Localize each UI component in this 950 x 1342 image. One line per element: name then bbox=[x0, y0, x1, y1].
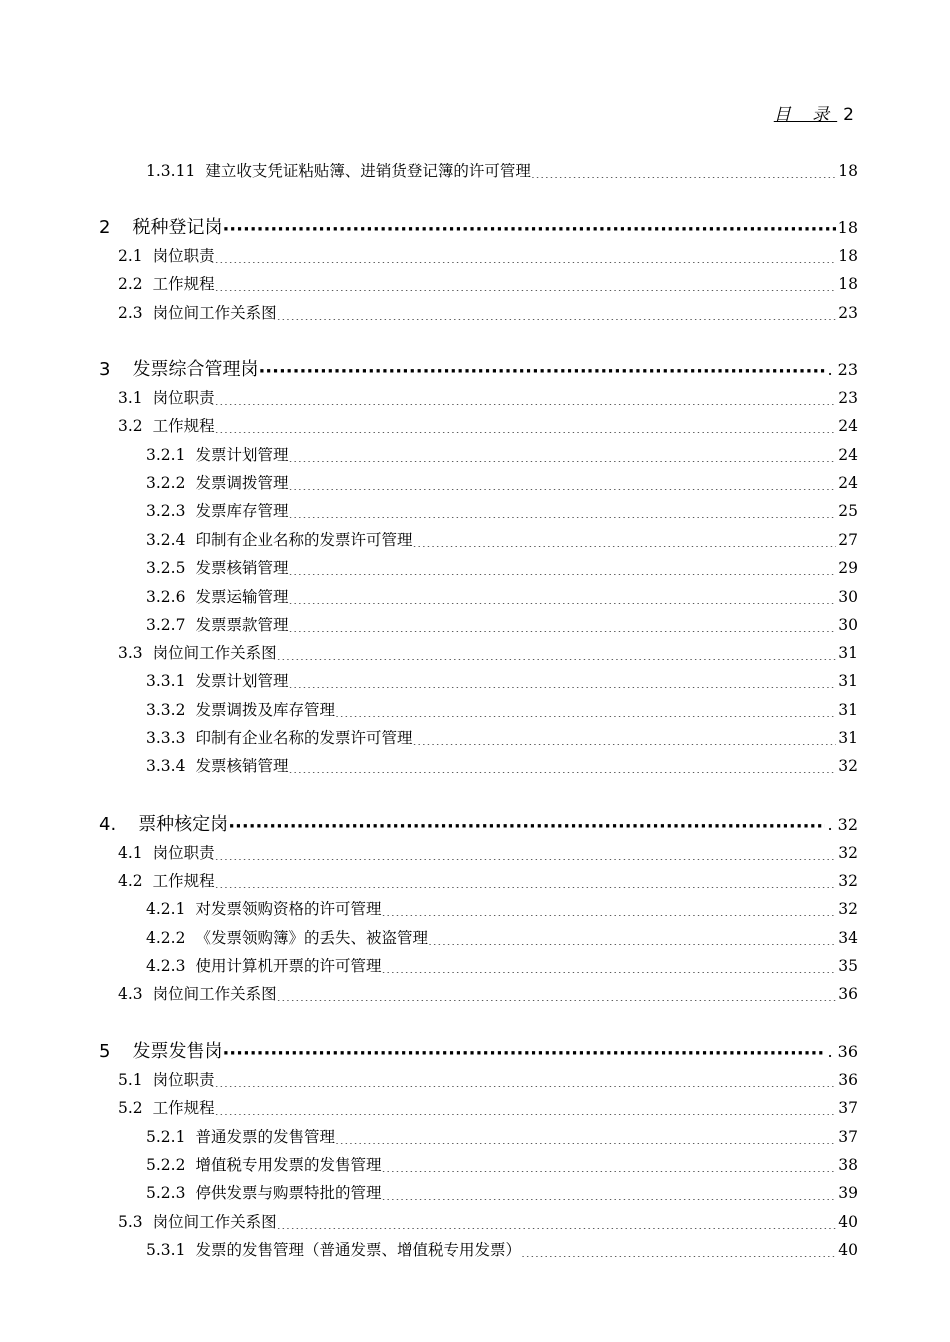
toc-entry-title: 停供发票与购票特批的管理 bbox=[195, 1184, 382, 1202]
toc-entry-page: 23 bbox=[838, 304, 858, 322]
toc-entry-page: 30 bbox=[838, 588, 858, 606]
toc-entry-number: 3.2.5 bbox=[146, 559, 186, 577]
dot-leader bbox=[215, 845, 837, 861]
toc-entry-page: 34 bbox=[838, 929, 858, 947]
toc-entry[interactable] bbox=[146, 955, 858, 977]
dot-leader bbox=[215, 1072, 837, 1088]
toc-entry-page: 32 bbox=[838, 757, 858, 775]
dot-leader bbox=[288, 758, 836, 774]
toc-entry-page: 36 bbox=[838, 985, 858, 1003]
toc-entry-number: 2.1 bbox=[118, 247, 143, 265]
dot-leader bbox=[277, 305, 837, 321]
dot-leader bbox=[521, 1242, 836, 1258]
toc-entry-title: 岗位间工作关系图 bbox=[152, 304, 277, 322]
dot-leader bbox=[277, 1214, 837, 1230]
toc-entry[interactable] bbox=[118, 1097, 858, 1119]
toc-entry-number: 5.2.1 bbox=[146, 1128, 186, 1146]
toc-entry[interactable] bbox=[118, 983, 858, 1005]
toc-entry-page: . 36 bbox=[827, 1042, 858, 1061]
toc-entry[interactable] bbox=[146, 529, 858, 551]
dot-leader bbox=[288, 503, 836, 519]
toc-entry[interactable] bbox=[118, 870, 858, 892]
toc-entry-number: 2 bbox=[99, 217, 111, 238]
toc-entry-number: 5.2.3 bbox=[146, 1184, 186, 1202]
dot-leader bbox=[288, 673, 836, 689]
toc-entry-title: 税种登记岗 bbox=[132, 217, 223, 238]
dot-leader bbox=[215, 390, 837, 406]
toc-heading: 目 录 bbox=[773, 105, 838, 125]
dot-leader bbox=[215, 1100, 837, 1116]
toc-entry-title: 岗位职责 bbox=[152, 389, 215, 407]
toc-entry-page: 27 bbox=[838, 531, 858, 549]
dot-leader bbox=[381, 901, 836, 917]
toc-entry-page: 25 bbox=[838, 502, 858, 520]
toc-entry-page: 18 bbox=[838, 162, 858, 180]
toc-entry[interactable] bbox=[146, 500, 858, 522]
toc-entry-page: 18 bbox=[838, 275, 858, 293]
toc-entry-title: 岗位职责 bbox=[152, 844, 215, 862]
dot-leader bbox=[288, 447, 836, 463]
dot-leader bbox=[381, 958, 836, 974]
toc-entry-title: 建立收支凭证粘贴簿、进销货登记簿的许可管理 bbox=[205, 162, 531, 180]
toc-entry[interactable] bbox=[146, 614, 858, 636]
dot-leader bbox=[215, 248, 837, 264]
toc-entry-number: 3.3 bbox=[118, 644, 143, 662]
toc-entry-title: 岗位职责 bbox=[152, 1071, 215, 1089]
toc-entry-title: 发票核销管理 bbox=[195, 757, 289, 775]
toc-entry-title: 岗位间工作关系图 bbox=[152, 1213, 277, 1231]
toc-entry-title: 票种核定岗 bbox=[138, 814, 229, 835]
toc-entry[interactable] bbox=[146, 586, 858, 608]
toc-entry-number: 3.2.6 bbox=[146, 588, 186, 606]
toc-entry[interactable] bbox=[146, 898, 858, 920]
toc-entry[interactable] bbox=[146, 670, 858, 692]
toc-entry[interactable] bbox=[146, 927, 858, 949]
toc-entry-title: 发票计划管理 bbox=[195, 672, 289, 690]
toc-entry-page: 35 bbox=[838, 957, 858, 975]
toc-entry-title: 发票调拨及库存管理 bbox=[195, 701, 335, 719]
toc-entry-title: 工作规程 bbox=[152, 417, 215, 435]
toc-entry[interactable] bbox=[146, 444, 858, 466]
toc-entry-page: . 32 bbox=[827, 815, 858, 834]
toc-entry-page: 38 bbox=[838, 1156, 858, 1174]
toc-entry-page: 37 bbox=[838, 1128, 858, 1146]
toc-entry-number: 4.2.2 bbox=[146, 929, 186, 947]
toc-entry[interactable] bbox=[146, 472, 858, 494]
toc-entry-page: 32 bbox=[838, 900, 858, 918]
toc-chapter-entry[interactable] bbox=[99, 217, 858, 239]
toc-entry-page: 31 bbox=[838, 729, 858, 747]
toc-entry-number: 5.3.1 bbox=[146, 1241, 186, 1259]
dot-leader bbox=[531, 163, 836, 179]
toc-entry-page: 37 bbox=[838, 1099, 858, 1117]
toc-entry-title: 增值税专用发票的发售管理 bbox=[195, 1156, 382, 1174]
toc-entry-title: 发票票款管理 bbox=[195, 616, 289, 634]
toc-entry-title: 发票计划管理 bbox=[195, 446, 289, 464]
toc-entry-title: 发票运输管理 bbox=[195, 588, 289, 606]
dot-leader bbox=[412, 532, 836, 548]
toc-entry-title: 普通发票的发售管理 bbox=[195, 1128, 335, 1146]
toc-chapter-entry[interactable] bbox=[99, 814, 858, 836]
toc-entry-title: 发票库存管理 bbox=[195, 502, 289, 520]
toc-entry-number: 5.2 bbox=[118, 1099, 143, 1117]
toc-entry[interactable] bbox=[146, 160, 858, 182]
toc-entry-number: 3.2 bbox=[118, 417, 143, 435]
toc-entry-page: 24 bbox=[838, 446, 858, 464]
toc-entry-number: 1.3.11 bbox=[146, 162, 196, 180]
dot-leader bbox=[335, 702, 836, 718]
toc-entry-title: 对发票领购资格的许可管理 bbox=[195, 900, 382, 918]
page-header bbox=[774, 100, 854, 125]
toc-entry-number: 3.2.1 bbox=[146, 446, 186, 464]
toc-entry-title: 工作规程 bbox=[152, 872, 215, 890]
dot-leader bbox=[258, 361, 825, 379]
dot-leader bbox=[381, 1157, 836, 1173]
toc-entry-page: 18 bbox=[837, 218, 858, 237]
toc-entry-title: 岗位职责 bbox=[152, 247, 215, 265]
toc-entry-number: 4.2.1 bbox=[146, 900, 186, 918]
toc-entry-page: . 23 bbox=[827, 360, 858, 379]
toc-entry-page: 36 bbox=[838, 1071, 858, 1089]
toc-entry-number: 3.2.4 bbox=[146, 531, 186, 549]
dot-leader bbox=[288, 589, 836, 605]
dot-leader bbox=[335, 1129, 836, 1145]
toc-entry[interactable] bbox=[146, 1154, 858, 1176]
dot-leader bbox=[215, 418, 837, 434]
toc-entry-number: 5.1 bbox=[118, 1071, 143, 1089]
toc-entry[interactable] bbox=[118, 273, 858, 295]
toc-entry[interactable] bbox=[118, 245, 858, 267]
toc-entry-number: 4.2.3 bbox=[146, 957, 186, 975]
dot-leader bbox=[288, 475, 836, 491]
toc-entry-page: 40 bbox=[838, 1213, 858, 1231]
toc-entry-page: 24 bbox=[838, 474, 858, 492]
dot-leader bbox=[412, 730, 836, 746]
dot-leader bbox=[428, 930, 836, 946]
toc-entry-title: 《发票领购簿》的丢失、被盗管理 bbox=[195, 929, 428, 947]
toc-entry[interactable] bbox=[146, 755, 858, 777]
toc-entry-page: 18 bbox=[838, 247, 858, 265]
toc-entry-page: 31 bbox=[838, 672, 858, 690]
toc-chapter-entry[interactable] bbox=[99, 359, 858, 381]
toc-entry-number: 3.2.7 bbox=[146, 616, 186, 634]
toc-entry[interactable] bbox=[118, 387, 858, 409]
toc-entry-title: 工作规程 bbox=[152, 275, 215, 293]
toc-entry-title: 印制有企业名称的发票许可管理 bbox=[195, 729, 413, 747]
toc-chapter-entry[interactable] bbox=[99, 1041, 858, 1063]
toc-entry[interactable] bbox=[118, 642, 858, 664]
toc-entry-page: 32 bbox=[838, 844, 858, 862]
toc-entry-number: 3.3.3 bbox=[146, 729, 186, 747]
toc-entry[interactable] bbox=[146, 699, 858, 721]
toc-entry-number: 3.3.4 bbox=[146, 757, 186, 775]
dot-leader bbox=[277, 986, 837, 1002]
toc-entry[interactable] bbox=[118, 415, 858, 437]
toc-entry-number: 3.1 bbox=[118, 389, 143, 407]
dot-leader bbox=[222, 219, 835, 237]
toc-entry-number: 5.2.2 bbox=[146, 1156, 186, 1174]
toc-entry-title: 发票综合管理岗 bbox=[132, 359, 259, 380]
dot-leader bbox=[381, 1185, 836, 1201]
toc-entry-page: 29 bbox=[838, 559, 858, 577]
toc-entry-title: 发票的发售管理（普通发票、增值税专用发票） bbox=[195, 1241, 521, 1259]
toc-entry-page: 23 bbox=[838, 389, 858, 407]
toc-entry[interactable] bbox=[146, 557, 858, 579]
toc-entry-title: 使用计算机开票的许可管理 bbox=[195, 957, 382, 975]
dot-leader bbox=[215, 276, 837, 292]
toc-entry-number: 4.3 bbox=[118, 985, 143, 1003]
toc-entry-number: 4.1 bbox=[118, 844, 143, 862]
toc-entry[interactable] bbox=[118, 302, 858, 324]
dot-leader bbox=[288, 617, 836, 633]
toc-entry-number: 5 bbox=[99, 1041, 111, 1062]
toc-entry-title: 发票发售岗 bbox=[132, 1041, 223, 1062]
toc-entry-number: 3 bbox=[99, 359, 111, 380]
toc-entry-page: 32 bbox=[838, 872, 858, 890]
dot-leader bbox=[228, 816, 825, 834]
dot-leader bbox=[222, 1043, 825, 1061]
toc-entry-page: 31 bbox=[838, 644, 858, 662]
toc-entry-page: 24 bbox=[838, 417, 858, 435]
toc-entry-title: 工作规程 bbox=[152, 1099, 215, 1117]
toc-entry-title: 岗位间工作关系图 bbox=[152, 644, 277, 662]
page-number: 2 bbox=[843, 105, 854, 125]
dot-leader bbox=[288, 560, 836, 576]
toc-entry[interactable] bbox=[146, 1239, 858, 1261]
toc-entry-title: 岗位间工作关系图 bbox=[152, 985, 277, 1003]
toc-entry-number: 2.3 bbox=[118, 304, 143, 322]
dot-leader bbox=[215, 873, 837, 889]
toc-entry[interactable] bbox=[118, 842, 858, 864]
dot-leader bbox=[277, 645, 837, 661]
toc-entry-number: 4.2 bbox=[118, 872, 143, 890]
toc-entry[interactable] bbox=[118, 1069, 858, 1091]
toc-entry-number: 4. bbox=[99, 814, 117, 835]
toc-entry-page: 39 bbox=[838, 1184, 858, 1202]
toc-entry-number: 3.2.3 bbox=[146, 502, 186, 520]
toc-entry[interactable] bbox=[146, 727, 858, 749]
toc-entry[interactable] bbox=[146, 1182, 858, 1204]
toc-entry-number: 5.3 bbox=[118, 1213, 143, 1231]
toc-entry-number: 3.3.1 bbox=[146, 672, 186, 690]
toc-entry-title: 发票调拨管理 bbox=[195, 474, 289, 492]
toc-entry-title: 发票核销管理 bbox=[195, 559, 289, 577]
toc-entry-title: 印制有企业名称的发票许可管理 bbox=[195, 531, 413, 549]
toc-entry-page: 30 bbox=[838, 616, 858, 634]
toc-entry[interactable] bbox=[146, 1126, 858, 1148]
toc-entry-number: 3.3.2 bbox=[146, 701, 186, 719]
toc-entry-page: 31 bbox=[838, 701, 858, 719]
toc-entry-number: 3.2.2 bbox=[146, 474, 186, 492]
toc-entry[interactable] bbox=[118, 1211, 858, 1233]
toc-entry-number: 2.2 bbox=[118, 275, 143, 293]
toc-entry-page: 40 bbox=[838, 1241, 858, 1259]
